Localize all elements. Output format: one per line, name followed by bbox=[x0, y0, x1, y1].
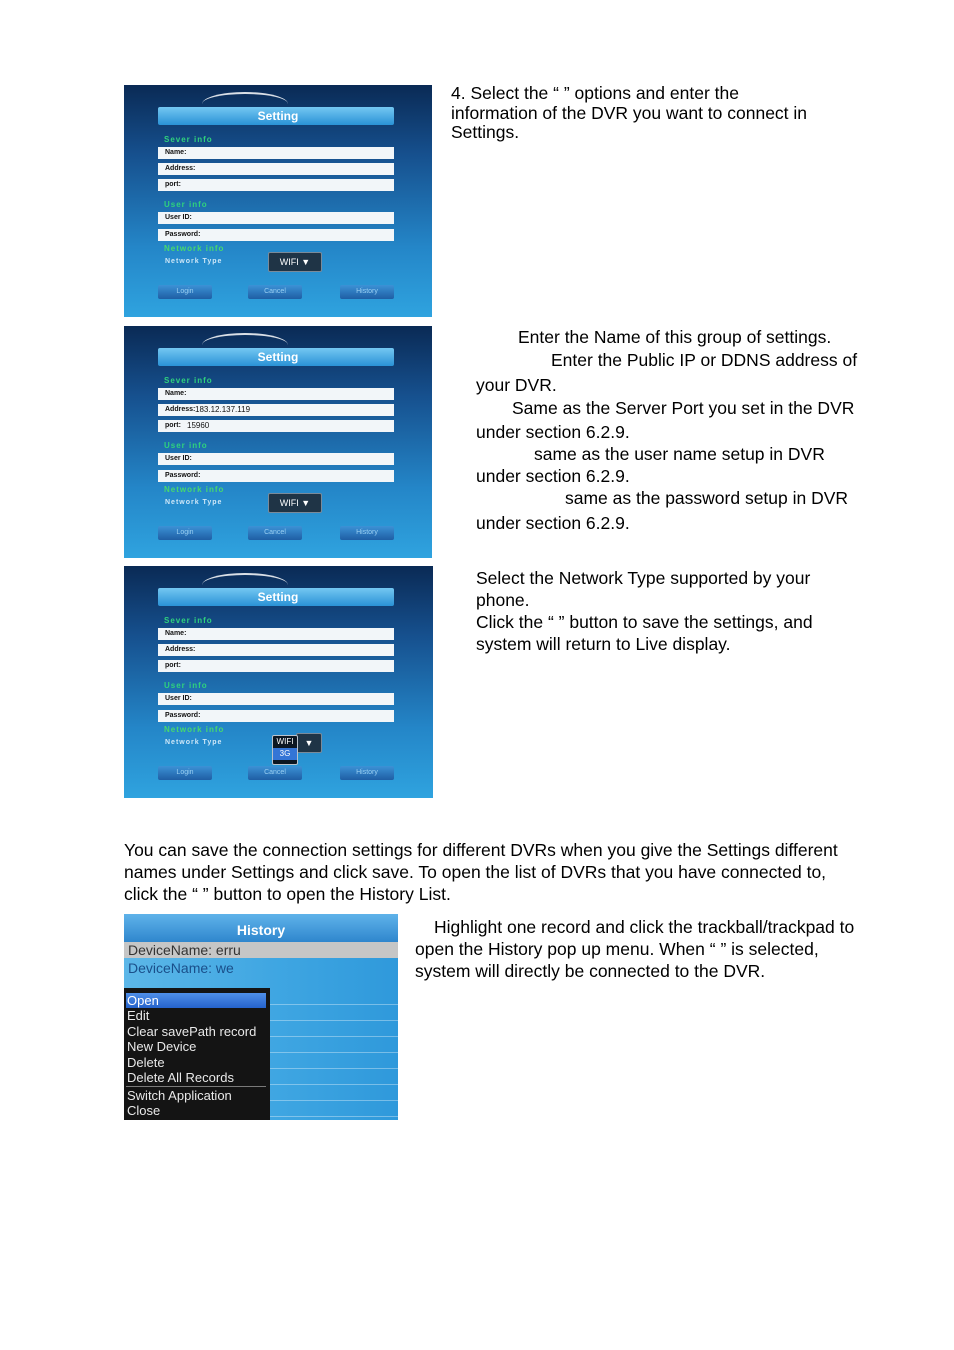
userid-field[interactable] bbox=[158, 693, 394, 705]
cancel-button[interactable]: Cancel bbox=[248, 766, 302, 780]
port-label: port: bbox=[165, 181, 181, 188]
dropdown-option-wifi[interactable]: WIFI bbox=[276, 737, 294, 746]
userid-label: User ID: bbox=[165, 695, 192, 702]
text-line: under section 6.2.9. bbox=[476, 422, 630, 442]
text-line: 4. Select the “ ” options and enter the bbox=[451, 83, 739, 103]
cancel-button[interactable]: Cancel bbox=[248, 285, 302, 299]
history-button[interactable]: History bbox=[340, 766, 394, 780]
setting-screenshot-dropdown bbox=[124, 566, 433, 798]
history-screenshot bbox=[124, 914, 398, 1120]
port-field[interactable] bbox=[158, 660, 394, 672]
name-label: Name: bbox=[165, 149, 187, 156]
login-button[interactable]: Login bbox=[158, 766, 212, 780]
text-line: Enter the Name of this group of settings. bbox=[518, 327, 832, 347]
cancel-button[interactable]: Cancel bbox=[248, 526, 302, 540]
name-field[interactable] bbox=[158, 147, 394, 159]
history-title: History bbox=[124, 914, 398, 942]
history-button[interactable]: History bbox=[340, 285, 394, 299]
address-label: Address: bbox=[165, 406, 196, 413]
text-line: information of the DVR you want to connect in bbox=[451, 102, 808, 123]
section-server-info: Sever info bbox=[164, 376, 213, 385]
password-label: Password: bbox=[165, 712, 201, 719]
text-line: same as the user name setup in DVR bbox=[534, 444, 825, 464]
menu-separator bbox=[126, 1086, 266, 1087]
setting-screenshot-empty bbox=[124, 85, 432, 317]
text-line: You can save the connection settings for different DVRs when you give the Settings different bbox=[124, 840, 838, 860]
section-user-info: User info bbox=[164, 681, 208, 690]
text-line: system will directly be connected to the DVR. bbox=[415, 961, 766, 981]
password-label: Password: bbox=[165, 231, 201, 238]
network-type-label: Network Type bbox=[165, 499, 223, 506]
address-value: 183.12.137.119 bbox=[195, 405, 251, 414]
text-line: system will return to Live display. bbox=[476, 634, 731, 654]
history-record[interactable]: DeviceName: erru bbox=[124, 942, 398, 958]
dropdown-option-3g[interactable]: 3G bbox=[273, 748, 297, 760]
text-line: Same as the Server Port you set in the DVR bbox=[512, 398, 855, 418]
text-line: under section 6.2.9. bbox=[476, 466, 630, 486]
password-label: Password: bbox=[165, 472, 201, 479]
history-menu-instructions bbox=[415, 916, 915, 982]
network-type-label: Network Type bbox=[165, 258, 223, 265]
address-label: Address: bbox=[165, 165, 196, 172]
chevron-down-icon: ▼ bbox=[296, 733, 322, 753]
userid-field[interactable] bbox=[158, 453, 394, 465]
section-server-info: Sever info bbox=[164, 616, 213, 625]
port-label: port: bbox=[165, 662, 181, 669]
network-type-button[interactable]: WIFI ▼ bbox=[268, 493, 322, 513]
section-server-info: Sever info bbox=[164, 135, 213, 144]
name-label: Name: bbox=[165, 390, 187, 397]
address-label: Address: bbox=[165, 646, 196, 653]
text-line: click the “ ” button to open the History List. bbox=[124, 884, 451, 904]
history-popup-menu bbox=[124, 988, 270, 1120]
text-line: under section 6.2.9. bbox=[476, 513, 630, 533]
section-network-info: Network info bbox=[164, 244, 225, 253]
name-label: Name: bbox=[165, 630, 187, 637]
port-field[interactable] bbox=[158, 179, 394, 191]
menu-item-open[interactable]: Open bbox=[126, 993, 266, 1008]
network-type-dropdown[interactable] bbox=[272, 735, 298, 765]
section-network-info: Network info bbox=[164, 485, 225, 494]
network-type-instructions bbox=[476, 567, 916, 655]
section-network-info: Network info bbox=[164, 725, 225, 734]
screen-title: Setting bbox=[257, 350, 299, 364]
screen-title: Setting bbox=[257, 590, 299, 604]
network-type-label: Network Type bbox=[165, 739, 223, 746]
userid-field[interactable] bbox=[158, 212, 394, 224]
text-line: Enter the Public IP or DDNS address of bbox=[551, 350, 858, 370]
menu-item-delete-all[interactable]: Delete All Records bbox=[127, 1070, 234, 1085]
network-type-button[interactable]: WIFI ▼ bbox=[268, 252, 322, 272]
userid-label: User ID: bbox=[165, 455, 192, 462]
history-record[interactable]: DeviceName: we bbox=[128, 960, 234, 976]
setting-screenshot-filled bbox=[124, 326, 432, 558]
port-value: 15960 bbox=[187, 421, 210, 430]
menu-item-close[interactable]: Close bbox=[127, 1103, 161, 1118]
text-line: Highlight one record and click the trackball/trackpad to bbox=[434, 917, 855, 937]
menu-item-switch-application[interactable]: Switch Application bbox=[127, 1088, 232, 1103]
menu-item-clear-savepath[interactable]: Clear savePath record bbox=[127, 1024, 257, 1039]
text-line: your DVR. bbox=[476, 375, 557, 395]
text-line: Click the “ ” button to save the settings, and bbox=[476, 612, 813, 632]
section-user-info: User info bbox=[164, 441, 208, 450]
section-user-info: User info bbox=[164, 200, 208, 209]
userid-label: User ID: bbox=[165, 214, 192, 221]
text-line: open the History pop up menu. When “ ” is selected, bbox=[415, 939, 819, 959]
text-line: names under Settings and click save. To open the list of DVRs that you have connected to, bbox=[124, 862, 827, 882]
login-button[interactable]: Login bbox=[158, 526, 212, 540]
instruction-step-4 bbox=[451, 84, 891, 143]
text-line: Settings. bbox=[451, 122, 520, 142]
name-field[interactable] bbox=[158, 628, 394, 640]
menu-item-new-device[interactable]: New Device bbox=[127, 1039, 197, 1054]
login-button[interactable]: Login bbox=[158, 285, 212, 299]
text-line: same as the password setup in DVR bbox=[565, 488, 849, 508]
history-intro bbox=[124, 839, 924, 905]
port-label: port: bbox=[165, 422, 181, 429]
name-field[interactable] bbox=[158, 388, 394, 400]
screen-title: Setting bbox=[257, 109, 299, 123]
history-button[interactable]: History bbox=[340, 526, 394, 540]
menu-item-edit[interactable]: Edit bbox=[127, 1008, 150, 1023]
menu-item-delete[interactable]: Delete bbox=[127, 1055, 165, 1070]
text-line: Select the Network Type supported by your bbox=[476, 568, 811, 588]
text-line: phone. bbox=[476, 590, 530, 610]
